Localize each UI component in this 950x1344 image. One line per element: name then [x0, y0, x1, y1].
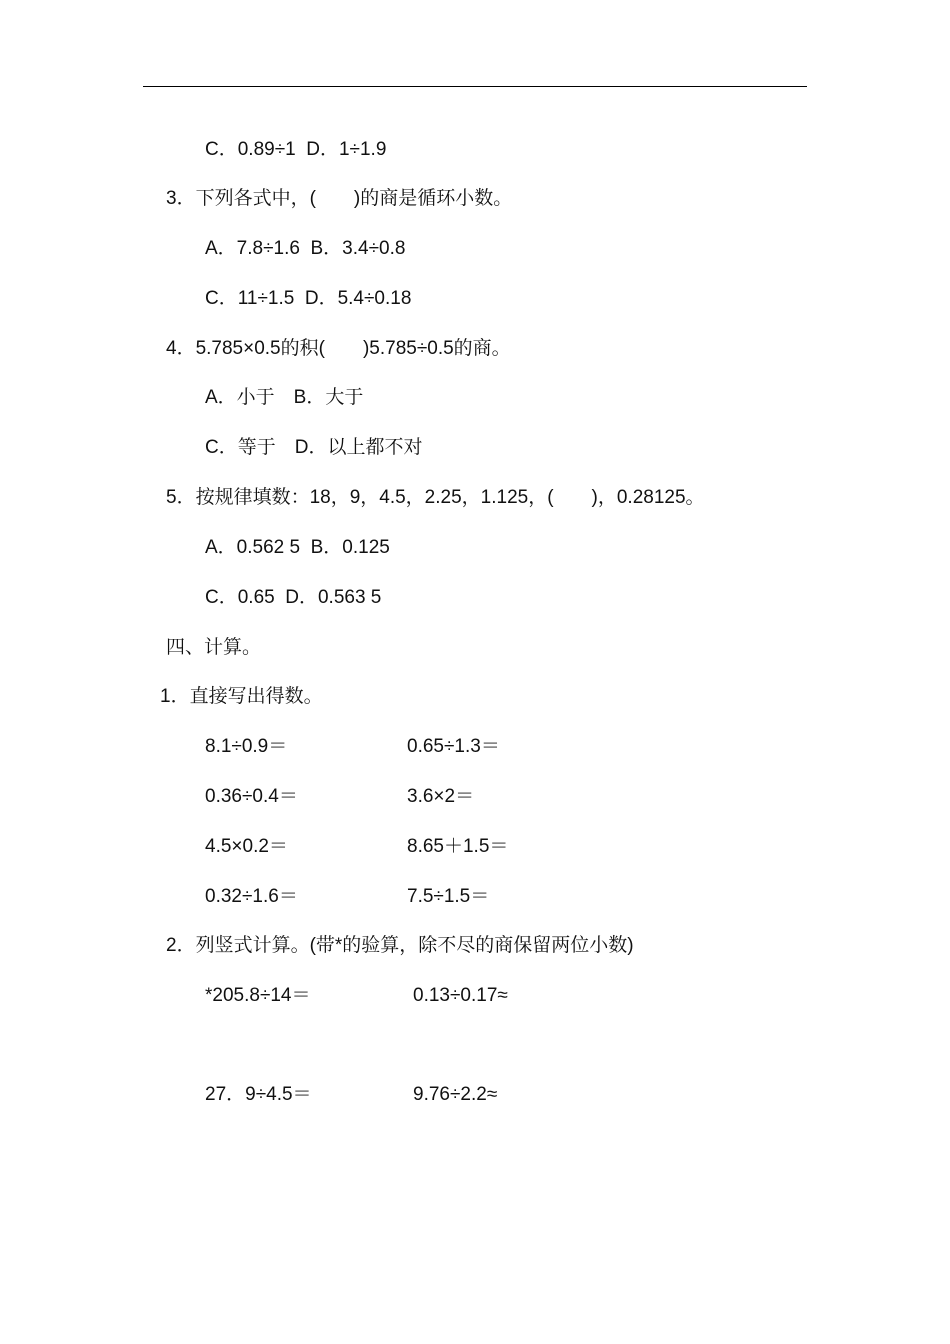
q4-options-ab: A．小于 B．大于: [205, 387, 364, 408]
section-four-title: 四、计算。: [166, 637, 262, 658]
direct-calc-item: 4.5×0.2＝: [205, 836, 288, 857]
q3-question: 3．下列各式中，( )的商是循环小数。: [166, 188, 513, 209]
q5-question: 5．按规律填数：18，9，4.5，2.25，1.125，( )，0.28125。: [166, 487, 705, 508]
q2-options-cd: C．0.89÷1 D．1÷1.9: [205, 139, 387, 160]
sub1-title: 1．直接写出得数。: [160, 686, 323, 707]
q4-question: 4．5.785×0.5的积( )5.785÷0.5的商。: [166, 338, 511, 359]
q5-options-cd: C．0.65 D．0.563 5: [205, 587, 382, 608]
sub2-title: 2．列竖式计算。(带*的验算，除不尽的商保留两位小数): [166, 935, 634, 956]
direct-calc-item: 7.5÷1.5＝: [407, 886, 490, 907]
q4-options-cd: C．等于 D．以上都不对: [205, 437, 423, 458]
direct-calc-item: 8.1÷0.9＝: [205, 736, 288, 757]
direct-calc-item: 3.6×2＝: [407, 786, 475, 807]
vertical-calc-item: 27．9÷4.5＝: [205, 1084, 312, 1105]
direct-calc-item: 0.65÷1.3＝: [407, 736, 500, 757]
q3-options-ab: A．7.8÷1.6 B．3.4÷0.8: [205, 238, 406, 259]
direct-calc-item: 0.32÷1.6＝: [205, 886, 298, 907]
vertical-calc-item: *205.8÷14＝: [205, 985, 311, 1006]
q5-options-ab: A．0.562 5 B．0.125: [205, 537, 390, 558]
q3-options-cd: C．11÷1.5 D．5.4÷0.18: [205, 288, 412, 309]
direct-calc-item: 8.65＋1.5＝: [407, 836, 509, 857]
vertical-calc-item: 9.76÷2.2≈: [413, 1084, 498, 1105]
direct-calc-item: 0.36÷0.4＝: [205, 786, 298, 807]
vertical-calc-item: 0.13÷0.17≈: [413, 985, 508, 1006]
header-rule: [143, 86, 807, 87]
